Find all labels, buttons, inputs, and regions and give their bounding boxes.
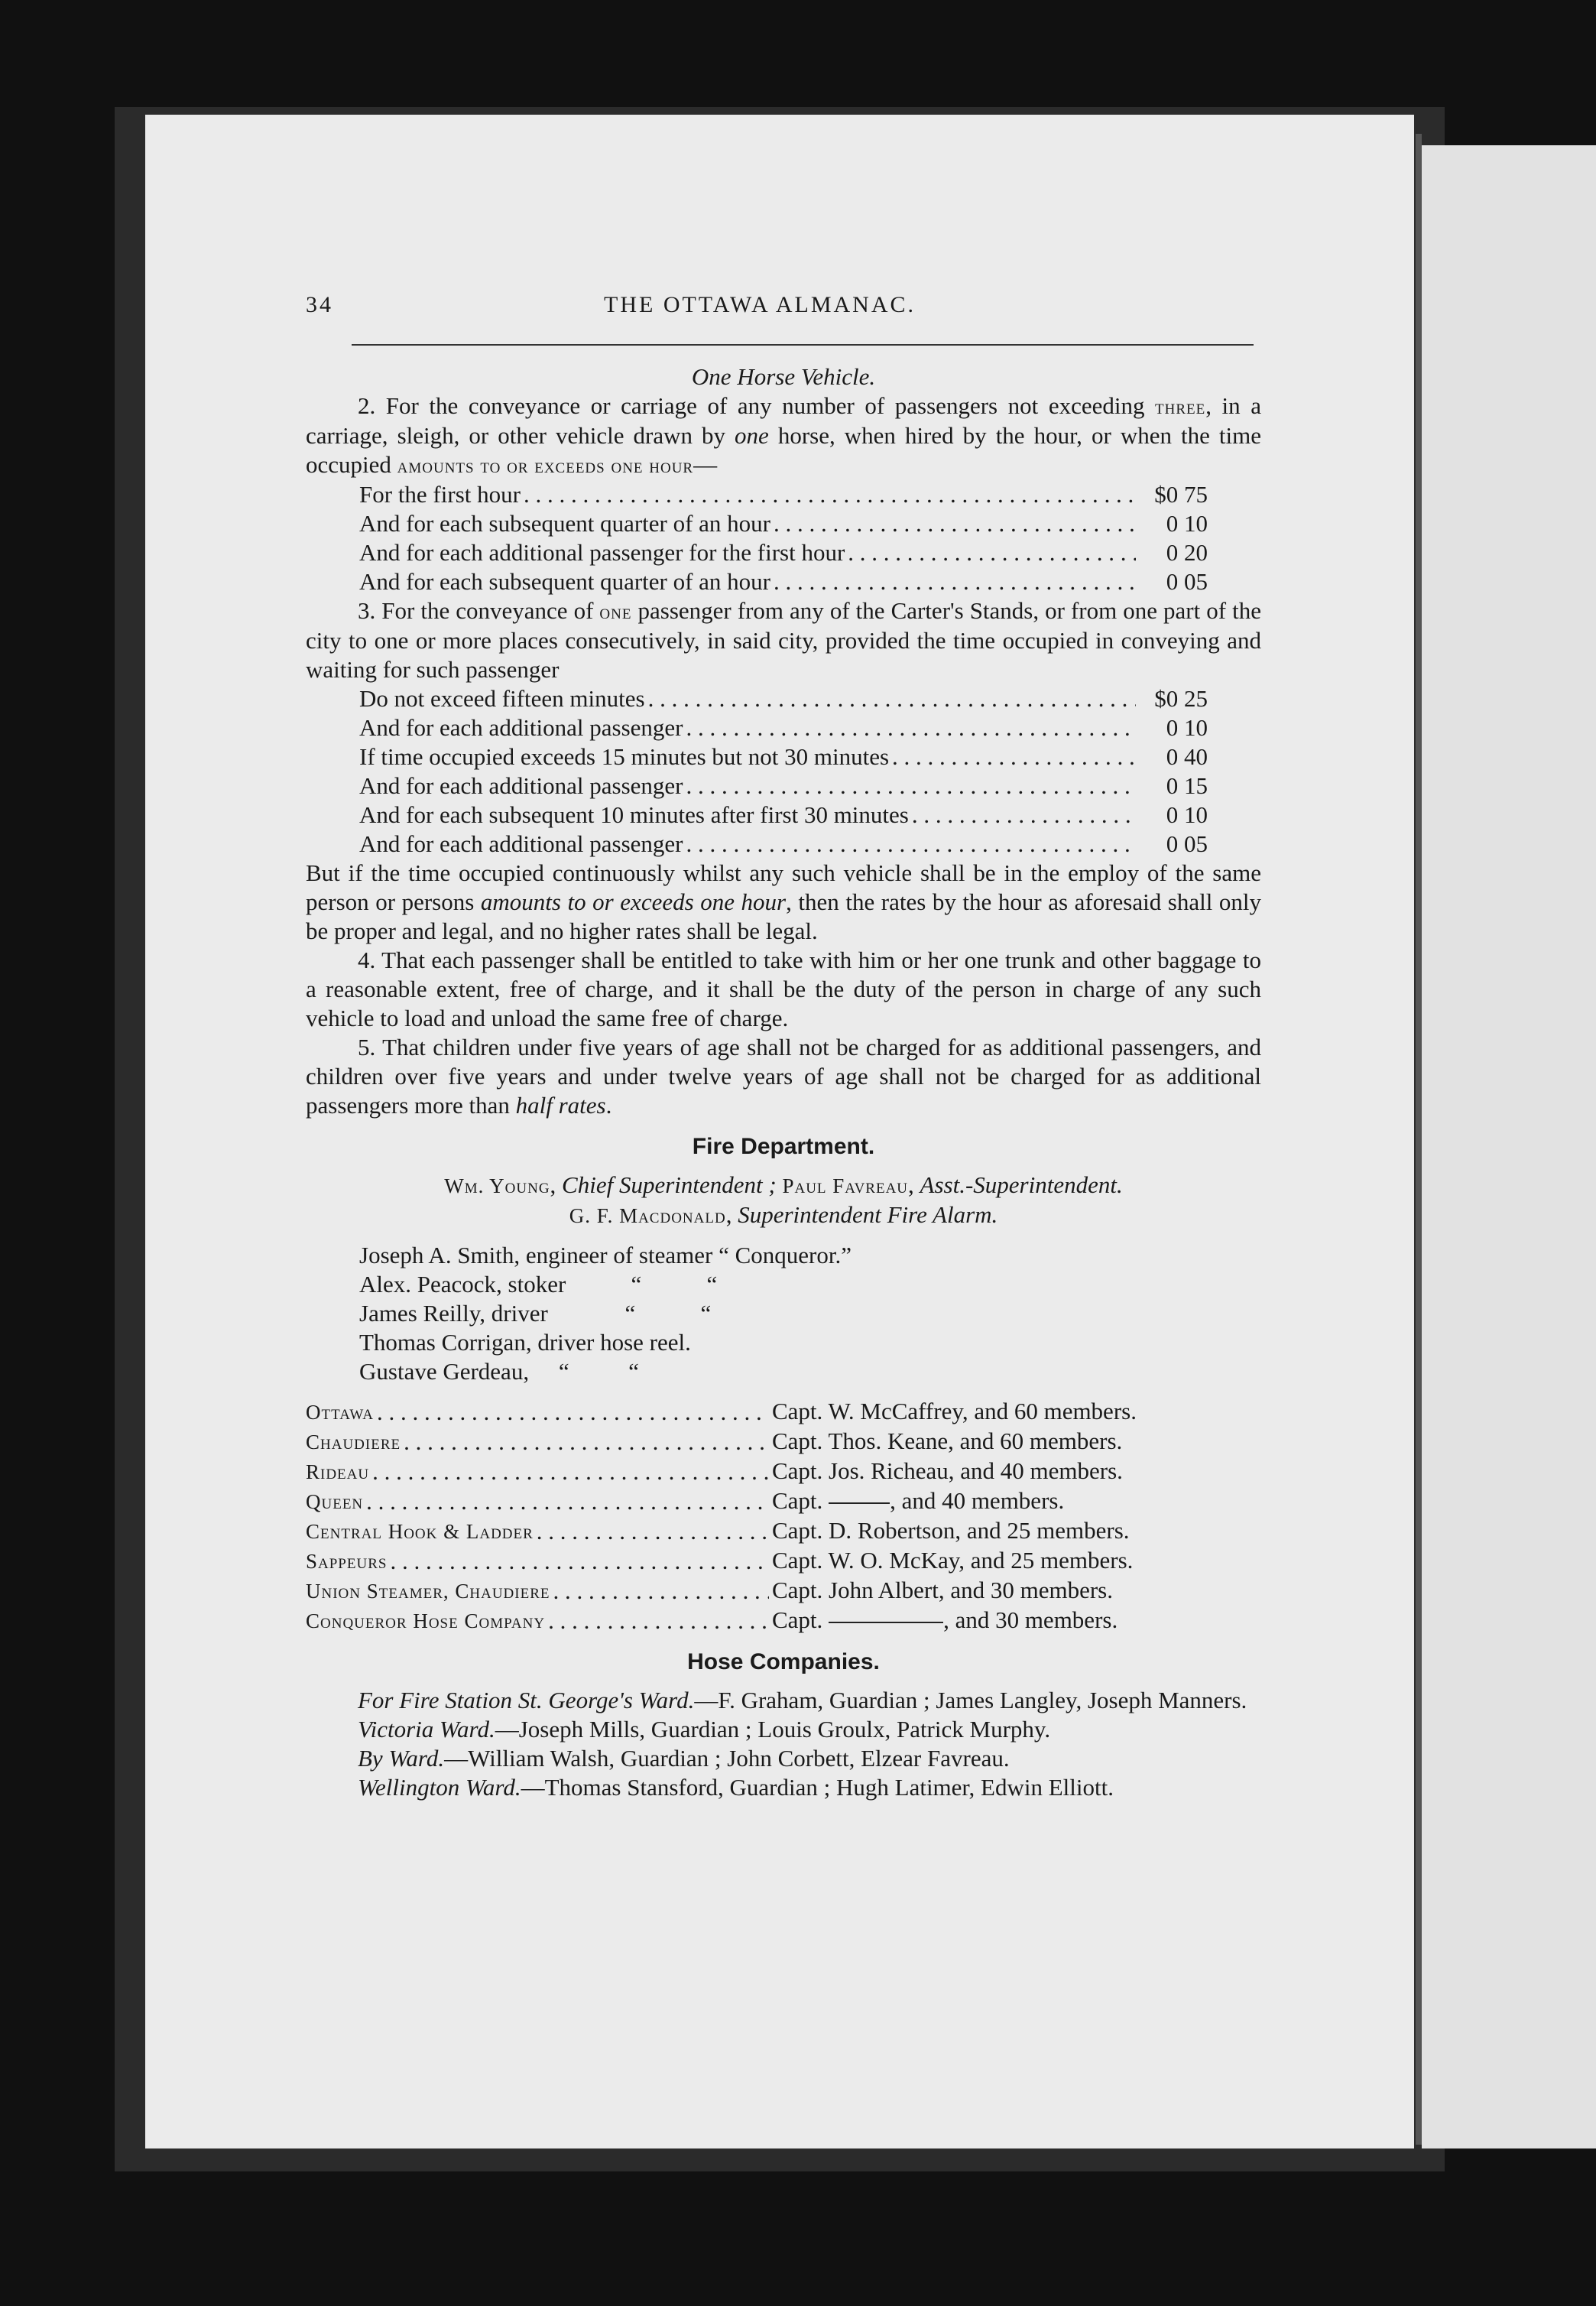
company-captain: Capt. W. O. McKay, and 25 members. <box>772 1547 1134 1574</box>
rate-amount: 0 10 <box>1166 714 1208 741</box>
rate-row <box>359 771 1208 801</box>
hose-companies-list <box>306 1686 1261 1802</box>
staff-item: Thomas Corrigan, driver hose reel. <box>359 1329 691 1356</box>
text-run: By Ward. <box>358 1745 445 1772</box>
company-row <box>306 1427 1261 1457</box>
hourly-rate-clause <box>306 859 1261 946</box>
leader-dots <box>686 830 1136 859</box>
rates-table-clause-3 <box>359 684 1208 859</box>
page-number: 34 <box>306 292 333 317</box>
blank-dash <box>829 1622 943 1623</box>
text-run: For Fire Station St. George's Ward. <box>358 1687 695 1713</box>
leader-dots <box>377 1398 769 1427</box>
text-run: 2. For the conveyance or carriage of any number of passengers not exceeding <box>358 392 1156 419</box>
text-run: Wm. Young <box>444 1174 550 1197</box>
company-name: Chaudiere <box>306 1431 401 1453</box>
text-run: —Joseph Mills, Guardian ; Louis Groulx, Patrick Murphy. <box>495 1716 1051 1742</box>
text-run: one <box>599 600 632 623</box>
company-row <box>306 1457 1261 1486</box>
text-run: , <box>725 1201 738 1228</box>
text-run: 5. That children under five years of age shall not be charged for as additional passengers, and children over five years and under twelve years of age shall not be charged for as additional passengers more than <box>306 1034 1261 1119</box>
rate-row <box>359 509 1208 538</box>
company-name: Union Steamer, Chaudiere <box>306 1580 550 1603</box>
rate-label: And for each subsequent 10 minutes after first 30 minutes <box>359 801 909 828</box>
text-run: 3. For the conveyance of <box>358 597 600 624</box>
company-captain: Capt. D. Robertson, and 25 members. <box>772 1517 1130 1544</box>
staff-item: Alex. Peacock, stoker “ “ <box>359 1271 718 1298</box>
staff-item: Gustave Gerdeau, “ “ <box>359 1358 639 1385</box>
rate-row <box>359 567 1208 596</box>
company-row <box>306 1486 1261 1516</box>
company-captain: Capt. <box>772 1606 829 1633</box>
text-run: Paul Favreau <box>782 1174 909 1197</box>
rate-label: And for each additional passenger <box>359 772 683 799</box>
rate-row <box>359 801 1208 830</box>
staff-item: Joseph A. Smith, engineer of steamer “ Conqueror.” <box>359 1242 852 1268</box>
fire-officers-line-2 <box>306 1200 1261 1230</box>
rate-row <box>359 480 1208 509</box>
company-name: Sappeurs <box>306 1550 388 1573</box>
text-run: Asst.-Superintendent. <box>920 1171 1123 1198</box>
company-row <box>306 1606 1261 1635</box>
section-heading-one-horse: One Horse Vehicle. <box>691 363 876 390</box>
rate-label: And for each additional passenger for the first hour <box>359 539 845 566</box>
text-run: one <box>735 422 769 449</box>
text-run: Chief Superintendent ; <box>562 1171 777 1198</box>
company-captain: Capt. Jos. Richeau, and 40 members. <box>772 1457 1123 1484</box>
rate-amount: $0 25 <box>1154 685 1208 712</box>
rate-row <box>359 684 1208 713</box>
text-run: Victoria Ward. <box>358 1716 495 1742</box>
rate-label: If time occupied exceeds 15 minutes but not 30 minutes <box>359 743 890 770</box>
blank-dash <box>829 1502 890 1504</box>
rate-amount: 0 05 <box>1166 830 1208 857</box>
text-run: —William Walsh, Guardian ; John Corbett, Elzear Favreau. <box>444 1745 1010 1772</box>
rate-label: And for each subsequent quarter of an hour <box>359 568 771 595</box>
company-captain: Capt. <box>772 1487 829 1514</box>
leader-dots <box>548 1606 769 1635</box>
text-run: —F. Graham, Guardian ; James Langley, Joseph Manners. <box>694 1687 1247 1713</box>
header-rule <box>352 344 1254 346</box>
fire-officers-line-1 <box>306 1171 1261 1200</box>
rate-row <box>359 830 1208 859</box>
rate-label: For the first hour <box>359 481 521 508</box>
text-run: amounts to or exceeds one hour <box>397 454 694 477</box>
text-run: passenger from any of the Carter's Stands, or from one part of the city to one or more places consecutively, in said city, provided the time occupied in conveying and waiting for such passenger <box>306 597 1261 683</box>
facing-page-edge <box>1422 145 1596 2148</box>
hose-company-entry <box>306 1744 1261 1773</box>
company-name: Rideau <box>306 1460 370 1483</box>
leader-dots <box>892 742 1136 771</box>
clause-3 <box>306 596 1261 684</box>
company-members: , and 30 members. <box>943 1606 1118 1633</box>
section-heading-hose-companies: Hose Companies. <box>687 1649 880 1674</box>
leader-dots <box>537 1517 769 1546</box>
text-run: , <box>908 1171 920 1198</box>
hose-company-entry <box>306 1715 1261 1744</box>
hose-company-entry <box>306 1773 1261 1802</box>
company-row <box>306 1516 1261 1546</box>
text-run: — <box>693 451 718 478</box>
text-run: amounts to or exceeds one hour <box>480 888 787 915</box>
rate-row <box>359 713 1208 742</box>
rate-amount: 0 15 <box>1166 772 1208 799</box>
rate-label: Do not exceed fifteen minutes <box>359 685 645 712</box>
leader-dots <box>404 1427 769 1457</box>
company-captain: Capt. W. McCaffrey, and 60 members. <box>772 1398 1137 1424</box>
text-run: , in a carriage, sleigh, or other vehicle drawn by <box>306 392 1261 449</box>
leader-dots <box>372 1457 769 1486</box>
fire-staff-list <box>359 1241 1261 1386</box>
text-run: 4. That each passenger shall be entitled to take with him or her one trunk and other baggage to a reasonable extent, free of charge, and it shall be the duty of the person in charge of any such vehicle to load and unload the same free of charge. <box>306 947 1261 1031</box>
leader-dots <box>553 1577 769 1606</box>
fire-companies-list <box>306 1397 1261 1635</box>
text-run: , then the rates by the hour as aforesaid shall only be proper and legal, and no higher rates shall be legal. <box>306 888 1262 944</box>
staff-item: James Reilly, driver “ “ <box>359 1300 712 1327</box>
company-row <box>306 1576 1261 1606</box>
rate-label: And for each additional passenger <box>359 714 683 741</box>
leader-dots <box>524 480 1136 509</box>
rate-row <box>359 742 1208 771</box>
company-captain: Capt. Thos. Keane, and 60 members. <box>772 1427 1123 1454</box>
rate-amount: 0 10 <box>1166 801 1208 828</box>
page-text <box>306 291 1261 1802</box>
company-captain: Capt. John Albert, and 30 members. <box>772 1577 1113 1603</box>
company-row <box>306 1546 1261 1576</box>
rate-amount: 0 40 <box>1166 743 1208 770</box>
text-run: Superintendent Fire Alarm. <box>738 1201 998 1228</box>
clause-2 <box>306 391 1261 480</box>
leader-dots <box>848 538 1136 567</box>
rate-amount: 0 20 <box>1166 539 1208 566</box>
company-row <box>306 1397 1261 1427</box>
rate-amount: $0 75 <box>1154 481 1208 508</box>
text-run: horse, when hired by the hour, or when the time occupied <box>306 422 1261 478</box>
company-name: Ottawa <box>306 1401 374 1424</box>
leader-dots <box>774 509 1136 538</box>
clause-4 <box>306 946 1261 1033</box>
leader-dots <box>648 684 1136 713</box>
leader-dots <box>686 713 1136 742</box>
page-gutter <box>1416 134 1422 2145</box>
text-run: , <box>550 1171 563 1198</box>
company-name: Conqueror Hose Company <box>306 1609 546 1632</box>
text-run: G. F. Macdonald <box>569 1204 726 1227</box>
text-run: three <box>1155 395 1206 418</box>
company-name: Queen <box>306 1490 364 1513</box>
running-header <box>306 291 1261 336</box>
rates-table-clause-2 <box>359 480 1208 596</box>
text-run: —Thomas Stansford, Guardian ; Hugh Latimer, Edwin Elliott. <box>521 1774 1114 1801</box>
leader-dots <box>912 801 1136 830</box>
rate-label: And for each additional passenger <box>359 830 683 857</box>
text-run: But if the time occupied continuously whilst any such vehicle shall be in the employ of the same person or persons <box>306 859 1261 915</box>
rate-amount: 0 10 <box>1166 510 1208 537</box>
leader-dots <box>390 1547 769 1576</box>
leader-dots <box>774 567 1136 596</box>
text-run: half rates <box>515 1092 606 1119</box>
clause-5 <box>306 1033 1261 1120</box>
hose-company-entry <box>306 1686 1261 1715</box>
running-title: THE OTTAWA ALMANAC. <box>604 292 916 317</box>
company-members: , and 40 members. <box>890 1487 1065 1514</box>
section-heading-fire-department: Fire Department. <box>692 1134 875 1159</box>
company-name: Central Hook & Ladder <box>306 1520 534 1543</box>
rate-label: And for each subsequent quarter of an hour <box>359 510 771 537</box>
rate-row <box>359 538 1208 567</box>
text-run: . <box>605 1092 612 1119</box>
leader-dots <box>686 771 1136 801</box>
leader-dots <box>366 1487 769 1516</box>
rate-amount: 0 05 <box>1166 568 1208 595</box>
text-run: Wellington Ward. <box>358 1774 521 1801</box>
